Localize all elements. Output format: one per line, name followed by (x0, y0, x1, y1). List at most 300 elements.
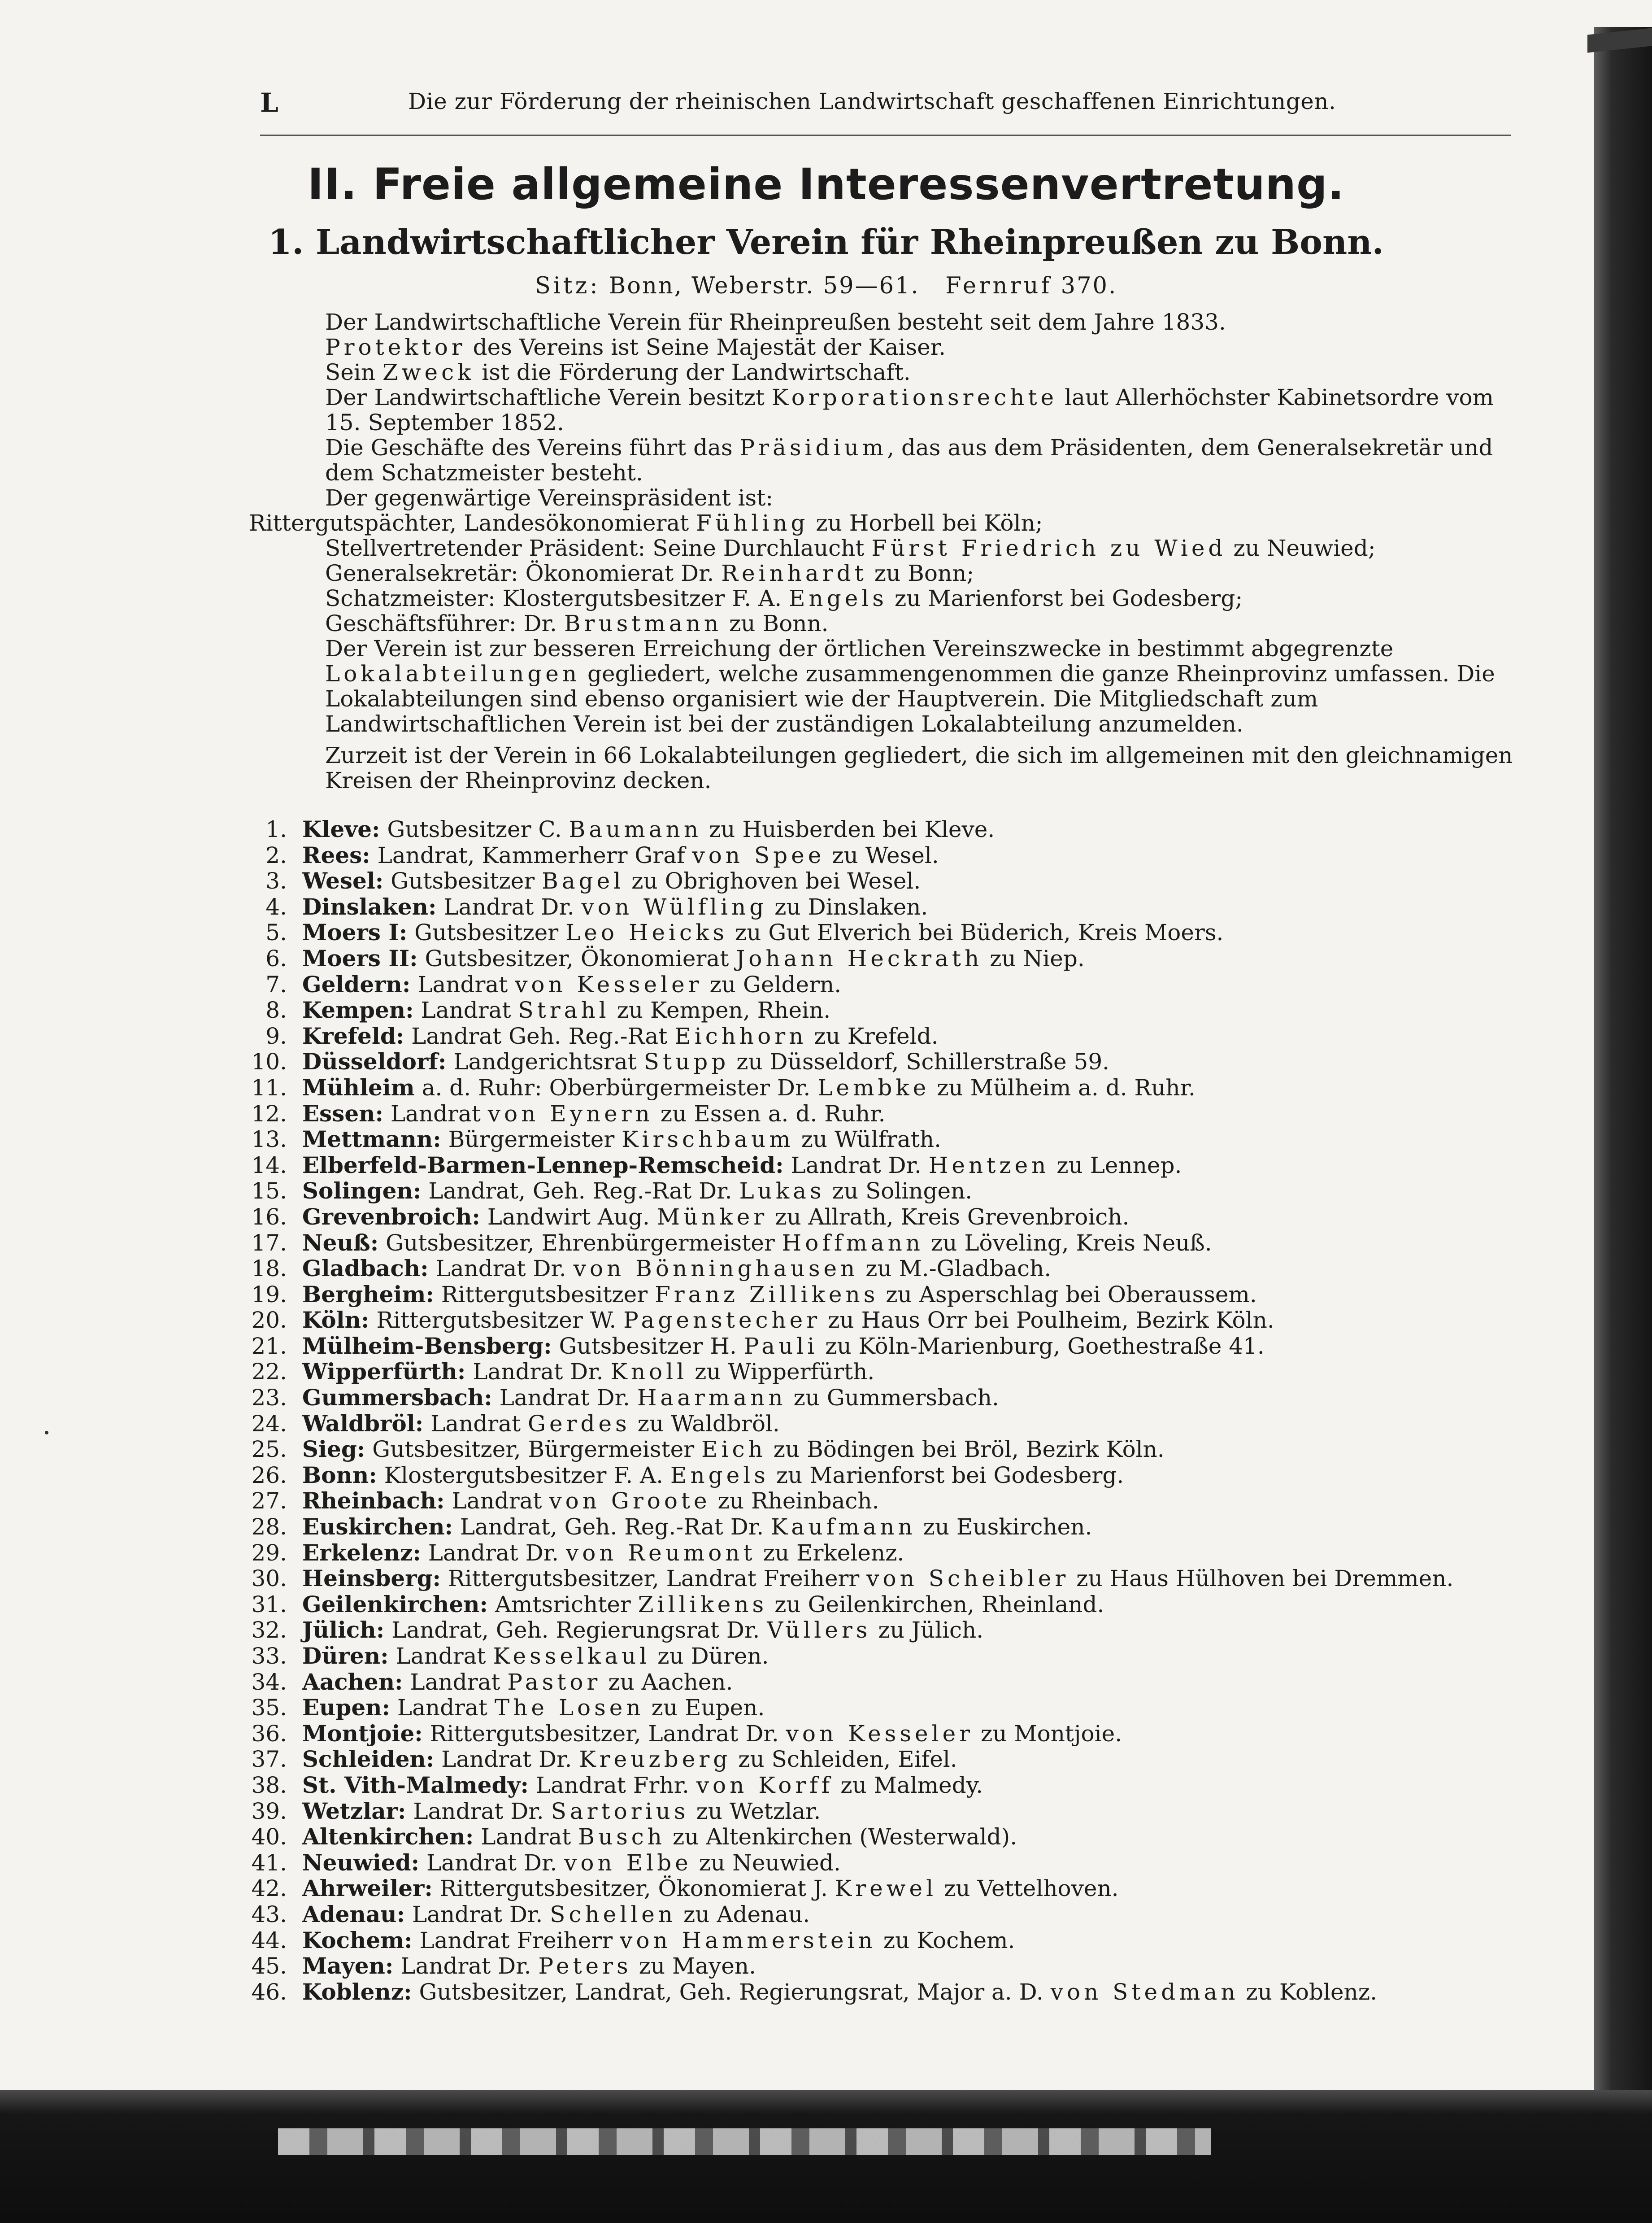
division-place: zu Haus Orr bei Poulheim, Bezirk Köln. (828, 1307, 1274, 1334)
division-number: 22. (251, 1359, 287, 1385)
division-role: Landrat Dr. (791, 1152, 922, 1178)
division-item (220, 1540, 1520, 1566)
division-number: 44. (251, 1927, 287, 1953)
current-president-intro: Der gegenwärtige Vereinspräsident ist: (325, 485, 774, 511)
division-name: Krefeld: (302, 1022, 404, 1049)
division-person: Pagenstecher (623, 1307, 821, 1334)
divisions-lead: Der Verein ist zur besseren Erreichung der örtlichen Vereinszwecke in bestimmt abgegrenzte (325, 636, 1394, 662)
division-person: von Wülfling (581, 894, 768, 920)
division-name: Jülich: (302, 1617, 385, 1643)
division-item (220, 1565, 1520, 1591)
division-person: Krewel (835, 1875, 937, 1902)
division-number: 32. (251, 1617, 287, 1643)
division-role: Rittergutsbesitzer (441, 1281, 648, 1308)
treasurer-name: Engels (789, 585, 887, 611)
division-place: zu Malmedy. (840, 1772, 983, 1798)
division-name: Mühleim (302, 1074, 415, 1101)
division-place: zu Asperschlag bei Oberaussem. (886, 1281, 1257, 1308)
division-number: 19. (251, 1281, 287, 1308)
division-place: zu Lennep. (1056, 1152, 1182, 1178)
division-number: 29. (251, 1539, 287, 1566)
division-place: zu Kochem. (883, 1927, 1015, 1953)
division-item (220, 1953, 1520, 1979)
division-number: 38. (251, 1772, 287, 1798)
division-item (220, 1824, 1520, 1850)
division-item (220, 1307, 1520, 1333)
division-number: 30. (251, 1565, 287, 1592)
manager-place: zu Bonn. (729, 610, 829, 636)
division-person: Kesselkaul (493, 1643, 651, 1669)
division-role: Landrat (397, 1695, 487, 1721)
vice-name: Fürst Friedrich zu Wied (871, 535, 1226, 561)
division-name: Mettmann: (302, 1126, 441, 1153)
division-number: 3. (265, 868, 287, 894)
division-item (220, 1669, 1520, 1695)
division-number: 35. (251, 1695, 287, 1721)
division-item (220, 1204, 1520, 1230)
purpose-paragraph (249, 360, 1513, 385)
division-place: zu Rheinbach. (717, 1488, 879, 1514)
scan-speck (45, 1431, 48, 1434)
division-person: von Groote (549, 1488, 711, 1514)
division-number: 12. (251, 1100, 287, 1127)
president-line (249, 510, 1513, 536)
header-rule (260, 135, 1511, 136)
division-number: 37. (251, 1746, 287, 1773)
division-name: Wetzlar: (302, 1797, 406, 1824)
division-place: zu Geldern. (709, 971, 842, 998)
division-place: zu Allrath, Kreis Grevenbroich. (775, 1203, 1130, 1230)
division-number: 14. (251, 1152, 287, 1178)
division-name: Gummersbach: (302, 1384, 492, 1411)
division-item (220, 1075, 1520, 1101)
division-name: Geilenkirchen: (302, 1591, 488, 1617)
division-name: Elberfeld-Barmen-Lennep-Remscheid: (302, 1151, 784, 1178)
division-name: St. Vith-Malmedy: (302, 1771, 529, 1798)
division-person: von Reumont (565, 1539, 756, 1566)
running-header (260, 87, 1354, 128)
divisions-paragraph (249, 636, 1513, 737)
division-name: Schleiden: (302, 1746, 435, 1773)
division-role: Gutsbesitzer, Ökonomierat (425, 945, 729, 972)
division-person: Kreuzberg (579, 1746, 731, 1773)
division-role: Landrat (430, 1410, 521, 1437)
book-binding-edge (1594, 27, 1652, 2223)
division-place: zu Haus Hülhoven bei Dremmen. (1076, 1565, 1454, 1592)
division-item (220, 1695, 1520, 1721)
divisions-keyword: Lokalabteilungen (325, 661, 581, 687)
division-name: Euskirchen: (302, 1513, 453, 1540)
phone-label: Fernruf (945, 273, 1052, 299)
division-role: Landrat Dr. (473, 1359, 604, 1385)
division-place: zu Geilenkirchen, Rheinland. (774, 1591, 1104, 1617)
division-place: zu Adenau. (683, 1901, 810, 1927)
division-role: Landrat (452, 1488, 542, 1514)
division-number: 34. (251, 1669, 287, 1695)
division-item (220, 816, 1520, 842)
division-place: zu Obrighoven bei Wesel. (631, 868, 921, 894)
division-item (220, 1798, 1520, 1824)
division-number: 9. (265, 1023, 287, 1049)
division-number: 4. (265, 894, 287, 920)
division-item (220, 1152, 1520, 1178)
division-place: zu Krefeld. (814, 1023, 939, 1049)
division-role: Gutsbesitzer, Bürgermeister (372, 1436, 695, 1463)
division-number: 36. (251, 1720, 287, 1747)
division-number: 28. (251, 1514, 287, 1540)
division-role: Gutsbesitzer C. (387, 816, 562, 842)
division-role: Landrat Geh. Reg.-Rat (411, 1023, 668, 1049)
division-name: Solingen: (302, 1177, 422, 1204)
phone-number: 370. (1061, 273, 1117, 299)
division-place: zu Wipperfürth. (695, 1359, 875, 1385)
division-role: Rittergutsbesitzer, Landrat Dr. (430, 1720, 779, 1747)
president-name: Fühling (696, 510, 809, 536)
division-role: Landrat Freiherr (419, 1927, 613, 1953)
division-place: zu M.-Gladbach. (865, 1255, 1052, 1282)
division-number: 31. (251, 1591, 287, 1617)
division-place: zu Köln-Marienburg, Goethestraße 41. (825, 1333, 1265, 1359)
division-person: Pauli (743, 1333, 818, 1359)
division-role: Landrat Dr. (426, 1849, 557, 1876)
division-role: Landrat (390, 1100, 481, 1127)
vice-president-line (249, 536, 1513, 561)
division-name: Neuwied: (302, 1849, 420, 1876)
division-item (220, 1281, 1520, 1308)
division-name: Moers II: (302, 945, 418, 972)
division-role: Landrat (396, 1643, 486, 1669)
division-item (220, 1411, 1520, 1437)
division-person: Strahl (518, 997, 610, 1024)
division-place: zu Altenkirchen (Westerwald). (672, 1824, 1017, 1850)
division-number: 11. (251, 1074, 287, 1101)
division-role: Landrat, Kammerherr Graf (377, 842, 685, 868)
founding-paragraph: Der Landwirtschaftliche Verein für Rheinpreußen besteht seit dem Jahre 1833. (325, 309, 1226, 335)
division-item (220, 920, 1520, 946)
division-number: 40. (251, 1824, 287, 1850)
division-person: Pastor (507, 1669, 601, 1695)
manager-line (249, 611, 1513, 636)
corporation-keyword: Korporationsrechte (771, 384, 1058, 410)
division-role: Landrat (481, 1824, 571, 1850)
division-person: von Hammerstein (620, 1927, 876, 1953)
division-role: Rittergutsbesitzer, Landrat Freiherr (448, 1565, 860, 1592)
division-number: 15. (251, 1178, 287, 1204)
division-item (220, 1979, 1520, 2005)
division-role: Landrat Dr. (428, 1539, 559, 1566)
division-item (220, 997, 1520, 1023)
division-person: Leo Heicks (565, 920, 728, 946)
division-person: Stupp (643, 1049, 730, 1075)
protector-keyword: Protektor (325, 334, 466, 360)
division-person: Eichhorn (674, 1023, 807, 1049)
presidium-paragraph (249, 435, 1513, 485)
division-place: zu Gummersbach. (793, 1385, 999, 1411)
division-number: 5. (265, 920, 287, 946)
division-place: zu Kempen, Rhein. (617, 997, 831, 1024)
division-item (220, 1746, 1520, 1772)
division-place: zu Düsseldorf, Schillerstraße 59. (736, 1049, 1110, 1075)
division-person: von Kesseler (786, 1720, 974, 1747)
division-name: Köln: (302, 1307, 370, 1334)
division-number: 10. (251, 1049, 287, 1075)
intro-paragraphs (249, 309, 1513, 793)
division-number: 24. (251, 1410, 287, 1437)
division-name: Rheinbach: (302, 1487, 445, 1514)
division-role: Gutsbesitzer (391, 868, 535, 894)
manager-name: Brustmann (564, 610, 722, 636)
secretary-line (249, 561, 1513, 586)
division-name: Düren: (302, 1643, 389, 1669)
division-name: Aachen: (302, 1668, 403, 1695)
division-name: Adenau: (302, 1900, 405, 1927)
division-name: Grevenbroich: (302, 1203, 480, 1230)
division-name: Kempen: (302, 997, 414, 1024)
division-role: Landrat Dr. (441, 1746, 572, 1773)
corporation-text: laut Allerhöchster Kabinetsordre vom 15. September 1852. (325, 384, 1494, 436)
division-place: zu Vettelhoven. (944, 1875, 1119, 1902)
corporation-lead: Der Landwirtschaftliche Verein besitzt (325, 384, 765, 410)
division-person: Franz Zillikens (655, 1281, 879, 1308)
division-role: Rittergutsbesitzer W. (376, 1307, 617, 1334)
division-person: Johann Heckrath (736, 945, 983, 972)
protector-text: des Vereins ist Seine Majestät der Kaiser. (473, 334, 946, 360)
division-role: Gutsbesitzer, Ehrenbürgermeister (386, 1229, 775, 1256)
division-item (220, 1255, 1520, 1281)
presidium-lead: Die Geschäfte des Vereins führt das (325, 435, 733, 461)
division-name: Sieg: (302, 1436, 365, 1463)
treasurer-title: Schatzmeister: Klostergutsbesitzer F. A. (325, 585, 782, 611)
division-item (220, 1023, 1520, 1049)
division-item (220, 946, 1520, 972)
division-item (220, 1875, 1520, 1901)
division-place: zu Solingen. (832, 1178, 973, 1204)
division-person: von Bönninghausen (573, 1255, 859, 1282)
division-person: von Scheibler (866, 1565, 1069, 1592)
division-name: Moers I: (302, 919, 408, 946)
division-item (220, 842, 1520, 868)
division-item (220, 1436, 1520, 1462)
division-person: Kirschbaum (622, 1126, 794, 1153)
division-number: 18. (251, 1255, 287, 1282)
division-name: Heinsberg: (302, 1565, 441, 1592)
division-place: zu Mülheim a. d. Ruhr. (937, 1074, 1196, 1101)
division-name: Eupen: (302, 1694, 390, 1721)
seat-line (0, 273, 1652, 299)
division-role: Landrat (410, 1669, 500, 1695)
seat-label: Sitz: (535, 273, 600, 299)
division-person: Kaufmann (771, 1514, 916, 1540)
president-title: Rittergutspächter, Landesökonomierat (249, 510, 689, 536)
manager-title: Geschäftsführer: Dr. (325, 610, 557, 636)
division-place: zu Waldbröl. (637, 1410, 780, 1437)
division-person: Knoll (610, 1359, 688, 1385)
division-name: Kleve: (302, 816, 380, 842)
division-person: Haarmann (637, 1385, 787, 1411)
division-item (220, 1101, 1520, 1127)
division-number: 39. (251, 1798, 287, 1824)
division-number: 1. (265, 816, 287, 842)
vice-place: zu Neuwied; (1233, 535, 1376, 561)
division-person: Vüllers (767, 1617, 871, 1643)
division-name: Altenkirchen: (302, 1823, 474, 1850)
division-role: a. d. Ruhr: Oberbürgermeister Dr. (422, 1074, 811, 1101)
division-person: The Losen (494, 1695, 644, 1721)
division-place: zu Niep. (990, 945, 1085, 972)
page-number: L (260, 87, 278, 118)
division-role: Landrat Dr. (400, 1953, 531, 1979)
division-person: von Eynern (487, 1100, 653, 1127)
division-role: Landrat, Geh. Regierungsrat Dr. (391, 1617, 760, 1643)
division-name: Düsseldorf: (302, 1048, 447, 1075)
division-item (220, 1230, 1520, 1256)
division-item (220, 868, 1520, 894)
division-role: Landrat Dr. (412, 1901, 543, 1927)
division-role: Landrat Dr. (413, 1798, 544, 1824)
division-number: 27. (251, 1488, 287, 1514)
division-person: von Spee (692, 842, 825, 868)
division-place: zu Dinslaken. (774, 894, 928, 920)
division-person: Baumann (569, 816, 702, 842)
division-number: 8. (265, 997, 287, 1024)
division-number: 17. (251, 1229, 287, 1256)
treasurer-place: zu Marienforst bei Godesberg; (894, 585, 1243, 611)
purpose-keyword: Zweck (382, 359, 475, 385)
division-place: zu Koblenz. (1246, 1979, 1377, 2005)
division-role: Klostergutsbesitzer F. A. (384, 1462, 664, 1488)
division-place: zu Euskirchen. (923, 1514, 1092, 1540)
division-place: zu Neuwied. (699, 1849, 841, 1876)
division-item (220, 1385, 1520, 1411)
division-place: zu Wesel. (832, 842, 939, 868)
current-divisions-paragraph: Zurzeit ist der Verein in 66 Lokalabteilungen gegliedert, die sich im allgemeinen mit den gleichnamigen Kreisen der Rheinprovinz decken. (325, 742, 1513, 793)
division-person: Münker (656, 1203, 768, 1230)
secretary-name: Reinhardt (721, 560, 867, 586)
division-name: Bergheim: (302, 1281, 434, 1308)
division-role: Gutsbesitzer (414, 920, 559, 946)
division-person: Schellen (550, 1901, 676, 1927)
division-name: Waldbröl: (302, 1410, 424, 1437)
division-item (220, 1488, 1520, 1514)
division-item (220, 1333, 1520, 1359)
division-list (220, 816, 1520, 2005)
division-person: Zillikens (638, 1591, 768, 1617)
division-place: zu Schleiden, Eifel. (738, 1746, 957, 1773)
division-name: Dinslaken: (302, 893, 437, 920)
division-name: Gladbach: (302, 1255, 429, 1282)
division-name: Essen: (302, 1100, 383, 1127)
division-name: Rees: (302, 841, 370, 868)
division-number: 7. (265, 971, 287, 998)
division-number: 41. (251, 1849, 287, 1876)
division-item (220, 1617, 1520, 1643)
division-place: zu Wetzlar. (696, 1798, 821, 1824)
division-name: Koblenz: (302, 1978, 412, 2005)
secretary-place: zu Bonn; (874, 560, 974, 586)
division-number: 21. (251, 1333, 287, 1359)
division-item (220, 972, 1520, 998)
division-person: Sartorius (551, 1798, 689, 1824)
secretary-title: Generalsekretär: Ökonomierat Dr. (325, 560, 714, 586)
division-place: zu Montjoie. (980, 1720, 1122, 1747)
division-number: 33. (251, 1643, 287, 1669)
division-name: Neuß: (302, 1229, 379, 1256)
protector-paragraph (249, 335, 1513, 360)
division-person: von Korff (696, 1772, 834, 1798)
purpose-text: ist die Förderung der Landwirtschaft. (482, 359, 911, 385)
division-place: zu Aachen. (608, 1669, 733, 1695)
division-item (220, 1591, 1520, 1617)
division-number: 46. (251, 1979, 287, 2005)
division-number: 23. (251, 1385, 287, 1411)
division-person: Peters (538, 1953, 632, 1979)
division-name: Kochem: (302, 1927, 413, 1953)
division-item (220, 1721, 1520, 1747)
division-person: Hoffmann (782, 1229, 924, 1256)
division-item (220, 1772, 1520, 1798)
division-item (220, 1049, 1520, 1075)
division-role: Bürgermeister (448, 1126, 615, 1153)
division-number: 25. (251, 1436, 287, 1463)
division-item (220, 1901, 1520, 1927)
division-place: zu Eupen. (651, 1695, 765, 1721)
section-title: II. Freie allgemeine Interessenvertretung. (307, 159, 1345, 209)
division-role: Landrat Dr. (443, 894, 574, 920)
scan-bottom-strip (278, 2128, 1211, 2155)
division-number: 43. (251, 1901, 287, 1927)
division-role: Landrat, Geh. Reg.-Rat Dr. (428, 1178, 732, 1204)
division-item (220, 1462, 1520, 1488)
division-number: 2. (265, 842, 287, 868)
division-item (220, 1643, 1520, 1669)
division-number: 16. (251, 1203, 287, 1230)
division-place: zu Erkelenz. (763, 1539, 904, 1566)
division-role: Landrat Frhr. (535, 1772, 689, 1798)
division-role: Landgerichtsrat (453, 1049, 637, 1075)
division-place: zu Marienforst bei Godesberg. (776, 1462, 1124, 1488)
division-person: Eich (701, 1436, 766, 1463)
division-person: Lembke (817, 1074, 930, 1101)
division-person: von Kesseler (515, 971, 703, 998)
division-place: zu Gut Elverich bei Büderich, Kreis Moers. (735, 920, 1224, 946)
division-place: zu Essen a. d. Ruhr. (660, 1100, 886, 1127)
division-item (220, 1359, 1520, 1385)
division-number: 45. (251, 1953, 287, 1979)
division-number: 26. (251, 1462, 287, 1488)
division-name: Bonn: (302, 1461, 377, 1488)
division-item (220, 1514, 1520, 1540)
scan-bottom-shadow (0, 2090, 1652, 2223)
division-number: 6. (265, 945, 287, 972)
division-role: Landrat (417, 971, 508, 998)
division-name: Mülheim-Bensberg: (302, 1332, 552, 1359)
corporation-paragraph (249, 385, 1513, 435)
president-place: zu Horbell bei Köln; (816, 510, 1043, 536)
division-person: Engels (670, 1462, 769, 1488)
division-person: Bagel (542, 868, 625, 894)
division-role: Gutsbesitzer, Landrat, Geh. Regierungsrat, Major a. D. (419, 1979, 1043, 2005)
division-role: Landrat Dr. (499, 1385, 630, 1411)
division-place: zu Mayen. (639, 1953, 756, 1979)
division-role: Rittergutsbesitzer, Ökonomierat J. (439, 1875, 828, 1902)
division-place: zu Jülich. (878, 1617, 984, 1643)
subsection-title: 1. Landwirtschaftlicher Verein für Rheinpreußen zu Bonn. (268, 222, 1384, 262)
vice-title: Stellvertretender Präsident: Seine Durchlaucht (325, 535, 865, 561)
division-name: Montjoie: (302, 1720, 423, 1747)
division-item (220, 1850, 1520, 1876)
division-name: Wipperfürth: (302, 1358, 466, 1385)
division-person: Busch (578, 1824, 666, 1850)
